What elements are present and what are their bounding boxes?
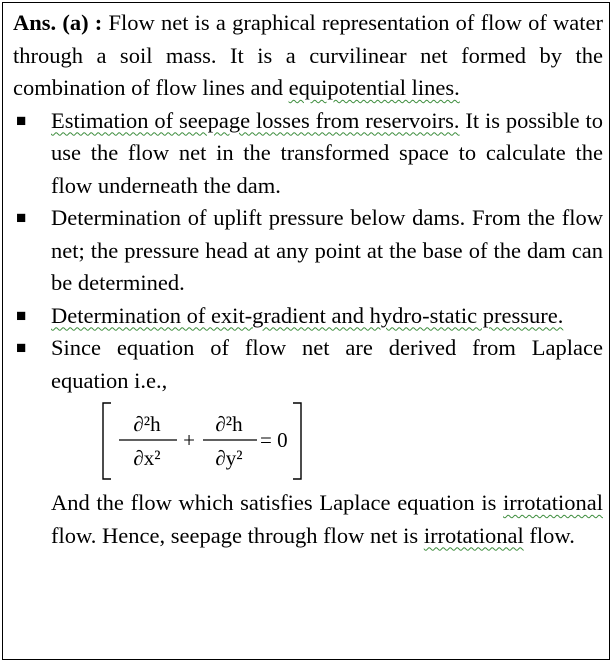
list-item <box>13 202 603 300</box>
bullet-text: Since equation of flow net are derived from Laplace equation i.e., <box>51 335 603 393</box>
equals-zero: = 0 <box>260 428 288 452</box>
intro-paragraph <box>13 7 603 105</box>
conclusion-underlined: irrotational <box>423 522 524 548</box>
left-bracket <box>103 403 111 479</box>
fraction2-numerator: ∂²h <box>215 412 243 436</box>
right-bracket <box>293 403 301 479</box>
fraction1-numerator: ∂²h <box>133 412 161 436</box>
conclusion-text: flow. <box>523 522 575 548</box>
answer-label: Ans. (a) : <box>13 10 103 35</box>
bullet-icon: ■ <box>16 208 27 227</box>
answer-document <box>2 2 610 660</box>
conclusion-paragraph <box>13 487 603 552</box>
bullet-underlined: Determination of exit-gradient and hydro-static pressure. <box>51 302 564 328</box>
fraction2-denominator: ∂y² <box>215 446 243 470</box>
laplace-equation <box>17 401 603 483</box>
conclusion-text: flow. Hence, seepage through flow net is <box>51 522 424 548</box>
bullet-underlined: Estimation of seepage losses from reservoirs. <box>51 107 460 133</box>
fraction1-denominator: ∂x² <box>133 446 161 470</box>
bullet-list <box>13 105 603 398</box>
intro-underlined: equipotential lines. <box>288 75 460 100</box>
conclusion-text: And the flow which satisfies Laplace equation is <box>51 490 504 515</box>
list-item <box>13 300 603 333</box>
bullet-icon: ■ <box>16 305 27 325</box>
plus-sign: + <box>183 428 195 452</box>
bullet-icon: ■ <box>16 338 27 357</box>
bullet-text: Determination of uplift pressure below dams. From the flow net; the pressure head at any point at the base of the dam can be determined. <box>51 205 603 295</box>
equation-svg <box>17 401 614 483</box>
list-item <box>13 105 603 203</box>
bullet-icon: ■ <box>16 110 27 130</box>
conclusion-underlined: irrotational <box>503 490 603 515</box>
bullet-text: It is possible to use the flow net in the transformed space to calculate the flow underneath the dam. <box>51 107 603 198</box>
intro-text: Flow net is a graphical representation of flow of water through a soil mass. It is a curvilinear net formed by the combination of flow lines and <box>13 10 603 100</box>
list-item <box>13 332 603 397</box>
